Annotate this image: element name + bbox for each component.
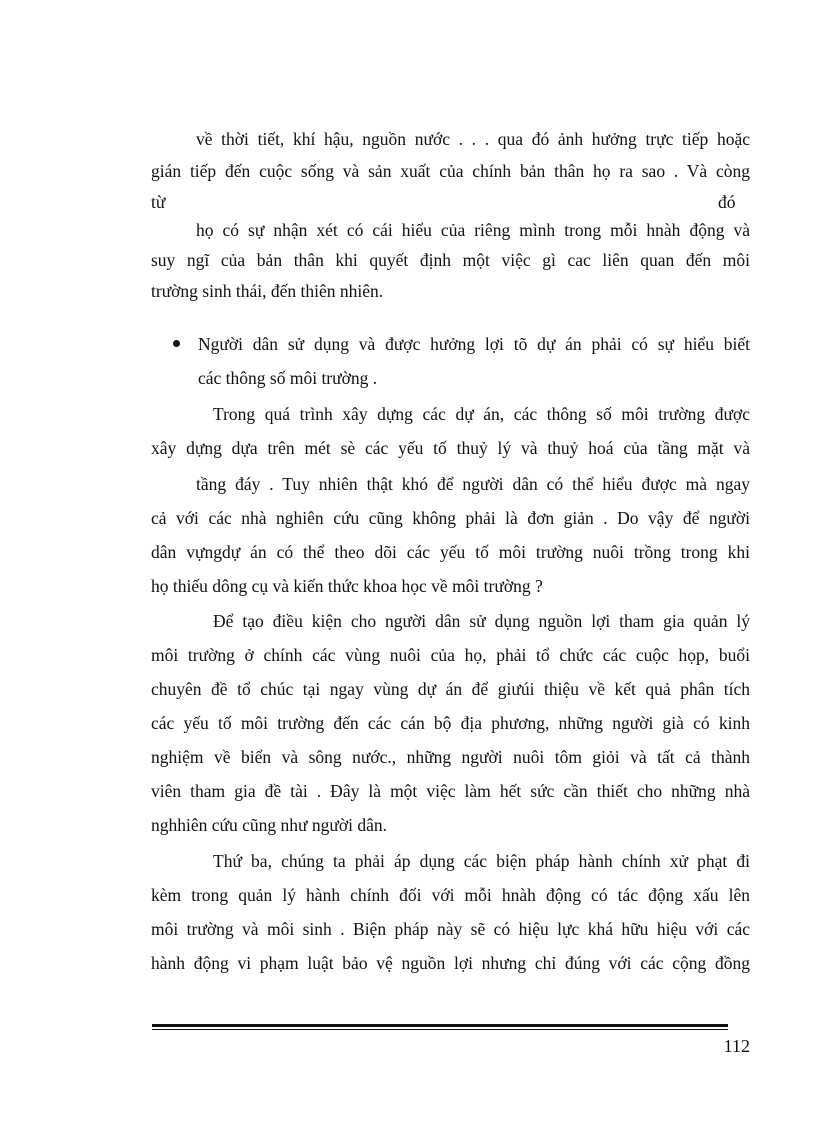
text-line: tầng đáy . Tuy nhiên thật khó để người dân có thể hiểu được mà ngay xyxy=(196,474,750,494)
text-line: suy ngĩ của bản thân khi quyết định một việc gì cac liên quan đến môi xyxy=(151,250,750,270)
text-line: kèm trong quản lý hành chính đối với mỗi hnàh động có tác động xấu lên xyxy=(151,885,750,905)
text-line: về thời tiết, khí hậu, nguồn nước . . . qua đó ảnh hưởng trực tiếp hoặc xyxy=(196,129,750,149)
text-line: các yếu tố môi trường đến các cán bộ địa phương, những người già có kinh xyxy=(151,713,750,733)
text-line: các thông số môi trường . xyxy=(198,368,378,388)
page-number: 112 xyxy=(723,1036,750,1056)
text-line: xây dựng dựa trên mét sè các yếu tố thuỷ lý và thuỷ hoá của tầng mặt và xyxy=(151,438,750,458)
text-line: hành động vi phạm luật bảo vệ nguồn lợi nhưng chỉ đúng với các cộng đồng xyxy=(151,953,750,973)
text-line: nghhiên cứu cũng như người dân. xyxy=(151,815,388,835)
text-line: họ thiếu dông cụ và kiến thức khoa học về môi trường ? xyxy=(151,576,543,596)
text-line: dân vựngdự án có thể theo dõi các yếu tố môi trường nuôi trồng trong khi xyxy=(151,542,750,562)
text-line: viên tham gia đề tài . Đây là một việc làm hết sức cần thiết cho những nhà xyxy=(151,781,750,801)
footer-rule-thin xyxy=(152,1029,728,1030)
text-line: họ có sự nhận xét có cái hiểu của riêng mình trong mỗi hnàh động và xyxy=(196,220,750,240)
text-line: từ xyxy=(151,192,166,212)
text-line: cả với các nhà nghiên cứu cũng không phải là đơn giản . Do vậy để người xyxy=(151,508,750,528)
bullet-item-text: Người dân sử dụng và được hưởng lợi tõ dự án phải có sự hiểu biết xyxy=(198,334,750,354)
text-line: môi trường ở chính các vùng nuôi của họ, phải tổ chức các cuộc họp, buổi xyxy=(151,645,750,665)
bullet-icon xyxy=(173,340,180,347)
footer-rule xyxy=(152,1024,728,1027)
text-line: nghiệm về biển và sông nước., những người nuôi tôm giỏi và tất cả thành xyxy=(151,747,750,767)
text-line: môi trường và môi sinh . Biện pháp này sẽ có hiệu lực khá hữu hiệu với các xyxy=(151,919,750,939)
text-line: chuyên đề tổ chúc tại ngay vùng dự án để giưúi thiệu về kết quả phân tích xyxy=(151,679,750,699)
text-line: Để tạo điều kiện cho người dân sử dụng nguồn lợi tham gia quản lý xyxy=(213,611,750,631)
text-line: gián tiếp đến cuộc sống và sản xuất của chính bản thân họ ra sao . Và còng xyxy=(151,161,750,181)
text-line: đó xyxy=(718,192,736,212)
text-line: trường sinh thái, đến thiên nhiên. xyxy=(151,281,384,301)
text-line: Trong quá trình xây dựng các dự án, các thông số môi trường được xyxy=(213,404,750,424)
text-line: Thứ ba, chúng ta phải áp dụng các biện pháp hành chính xử phạt đi xyxy=(213,851,750,871)
